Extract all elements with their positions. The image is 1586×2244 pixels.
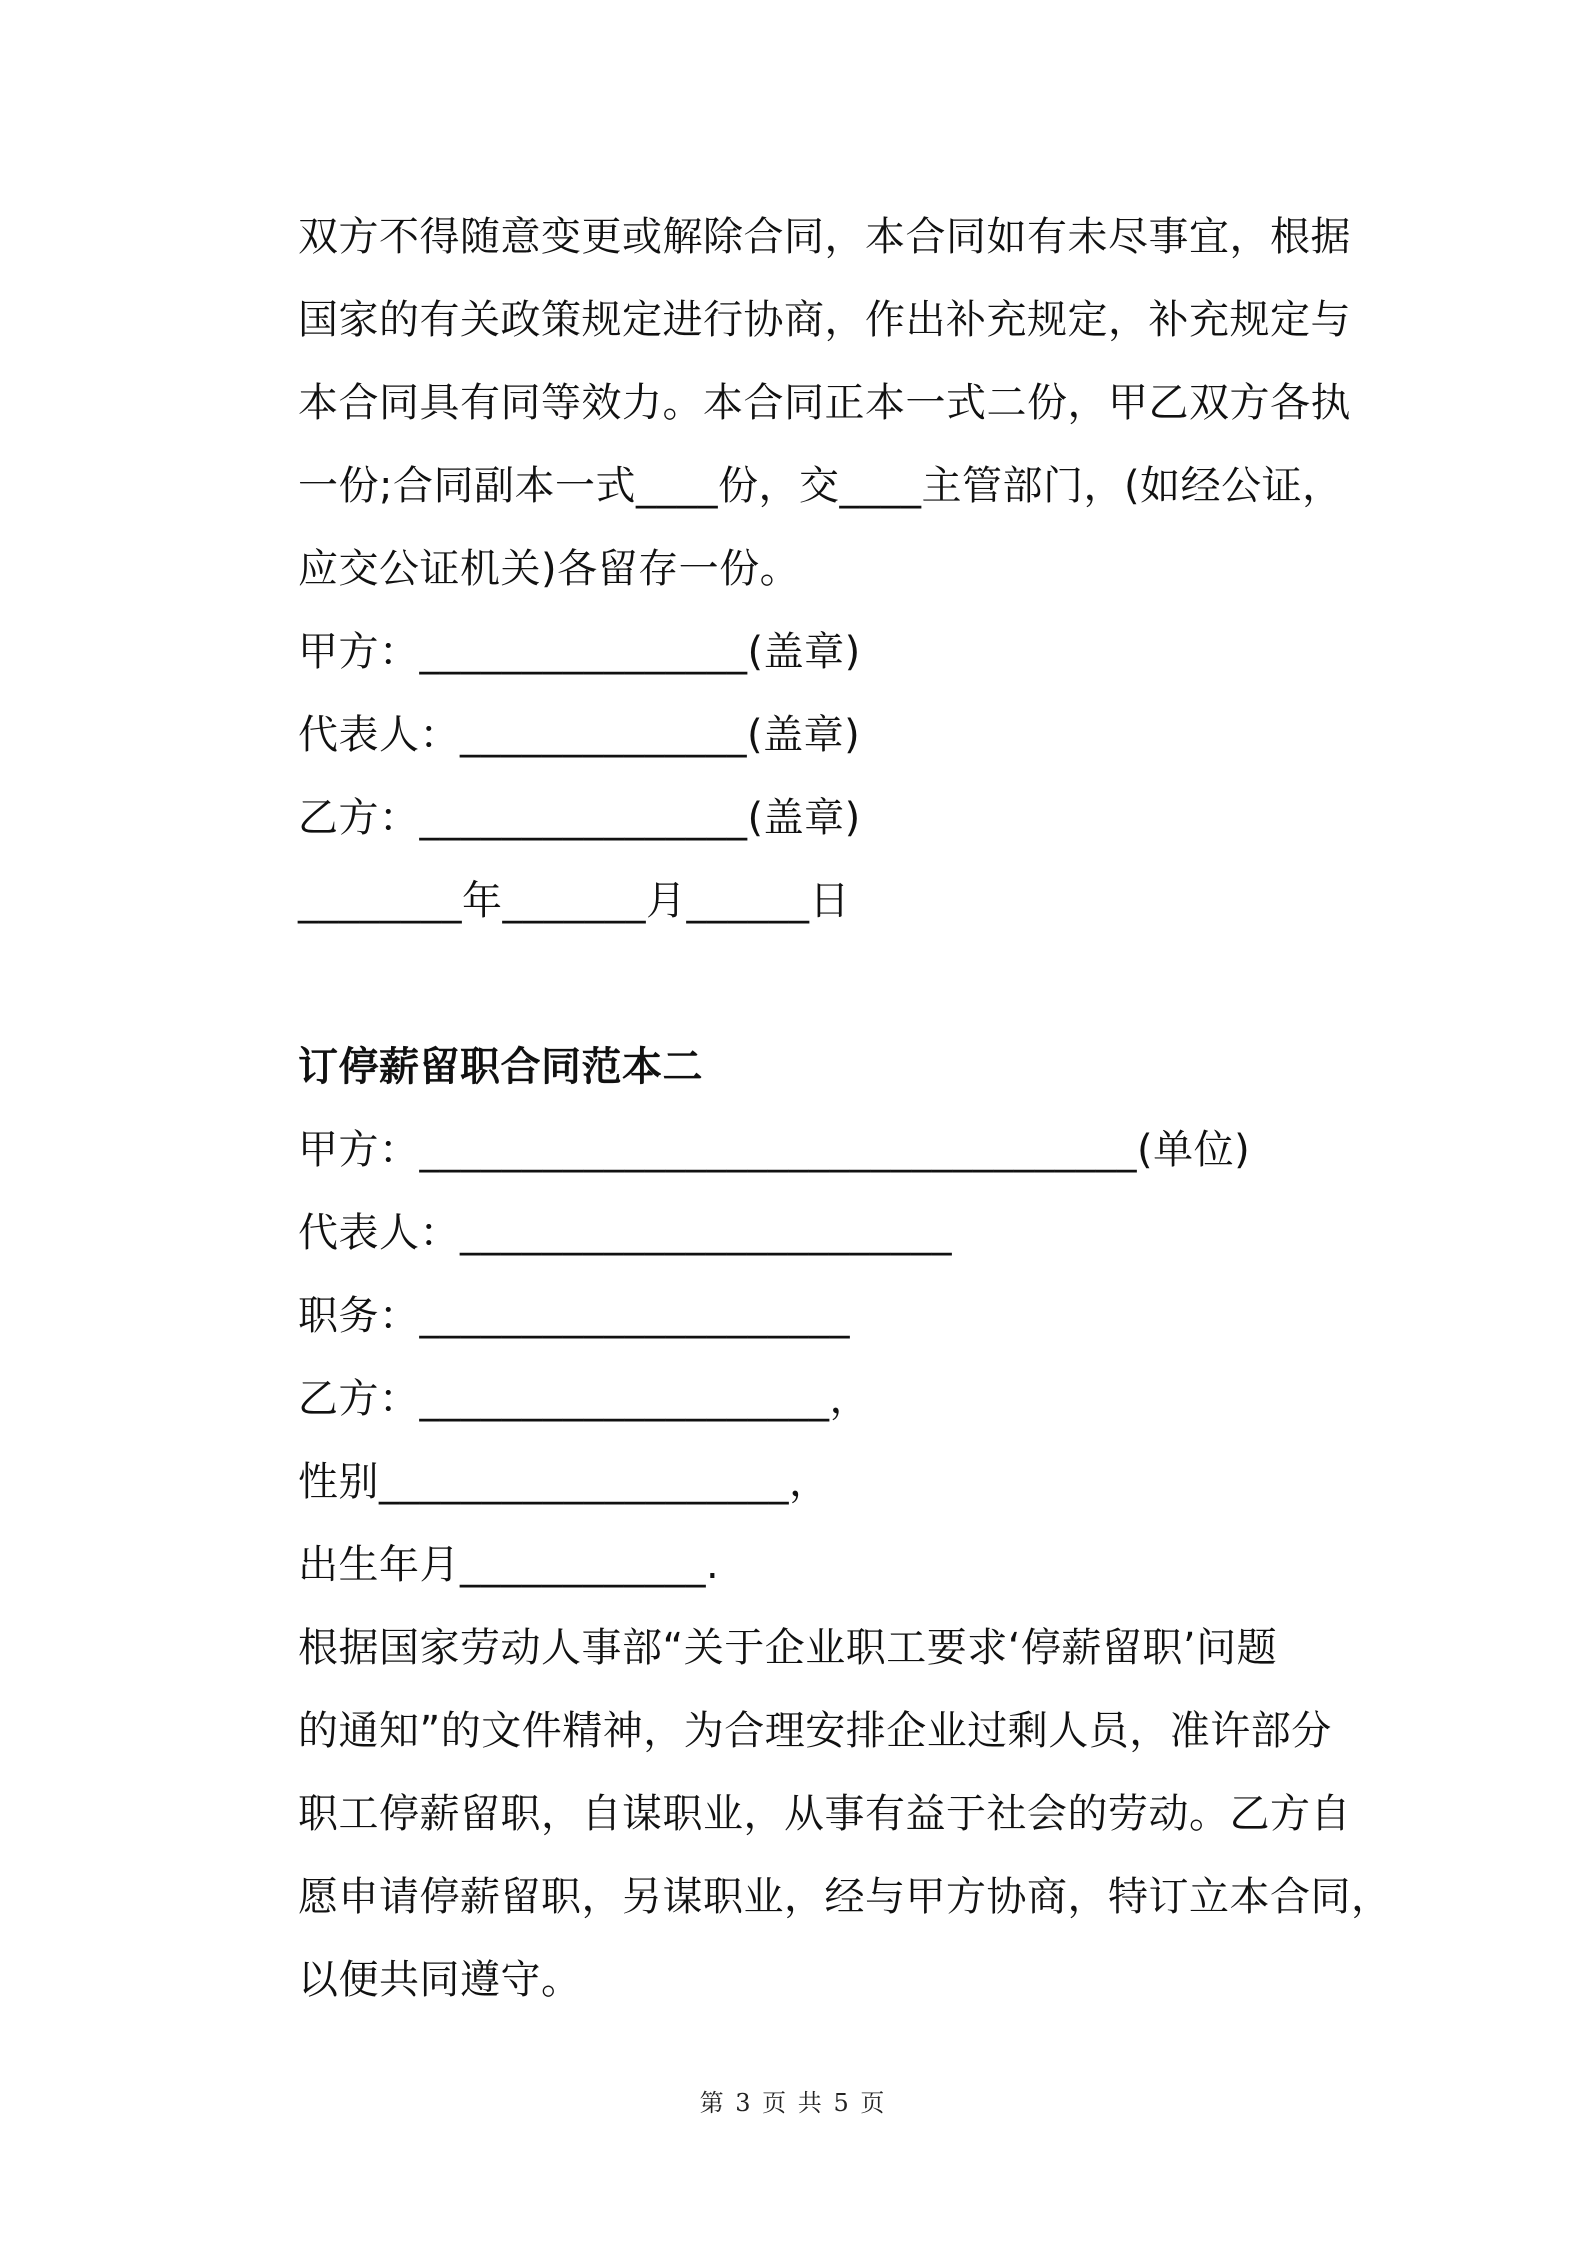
body-line: 以便共同遵守。: [298, 1957, 582, 2003]
body-line: 职工停薪留职，自谋职业，从事有益于社会的劳动。乙方自: [298, 1791, 1351, 1837]
page-number: 第 3 页 共 5 页: [699, 2089, 887, 2117]
body-line: 愿申请停薪留职，另谋职业，经与甲方协商，特订立本合同，: [298, 1874, 1392, 1920]
field-representative: 代表人：________________________: [298, 1210, 952, 1256]
field-party-b: 乙方：____________________，: [298, 1376, 870, 1422]
body-line: 的通知”的文件精神，为合理安排企业过剩人员，准许部分: [298, 1708, 1332, 1754]
section-spacer: [298, 943, 1358, 1026]
section-title: 订停薪留职合同范本二: [298, 1044, 703, 1090]
signature-party-a: 甲方：________________(盖章): [298, 629, 861, 675]
field-birth-date: 出生年月____________.: [298, 1542, 720, 1588]
field-party-a: 甲方：___________________________________(单位): [298, 1127, 1251, 1173]
body-line: 一份;合同副本一式____份，交____主管部门，(如经公证，: [298, 463, 1343, 509]
body-line: 应交公证机关)各留存一份。: [298, 546, 801, 592]
signature-party-b: 乙方：________________(盖章): [298, 795, 861, 841]
document-body: [298, 196, 1392, 2022]
signature-date: ________年_______月______日: [298, 878, 850, 924]
body-line: 本合同具有同等效力。本合同正本一式二份，甲乙双方各执: [298, 380, 1351, 426]
body-line: 双方不得随意变更或解除合同，本合同如有未尽事宜，根据: [298, 214, 1351, 260]
signature-representative: 代表人：______________(盖章): [298, 712, 861, 758]
body-line: 国家的有关政策规定进行协商，作出补充规定，补充规定与: [298, 297, 1351, 343]
field-position: 职务：_____________________: [298, 1293, 850, 1339]
field-gender: 性别____________________，: [298, 1459, 830, 1505]
body-line: 根据国家劳动人事部“关于企业职工要求‘停薪留职’问题: [298, 1625, 1278, 1671]
